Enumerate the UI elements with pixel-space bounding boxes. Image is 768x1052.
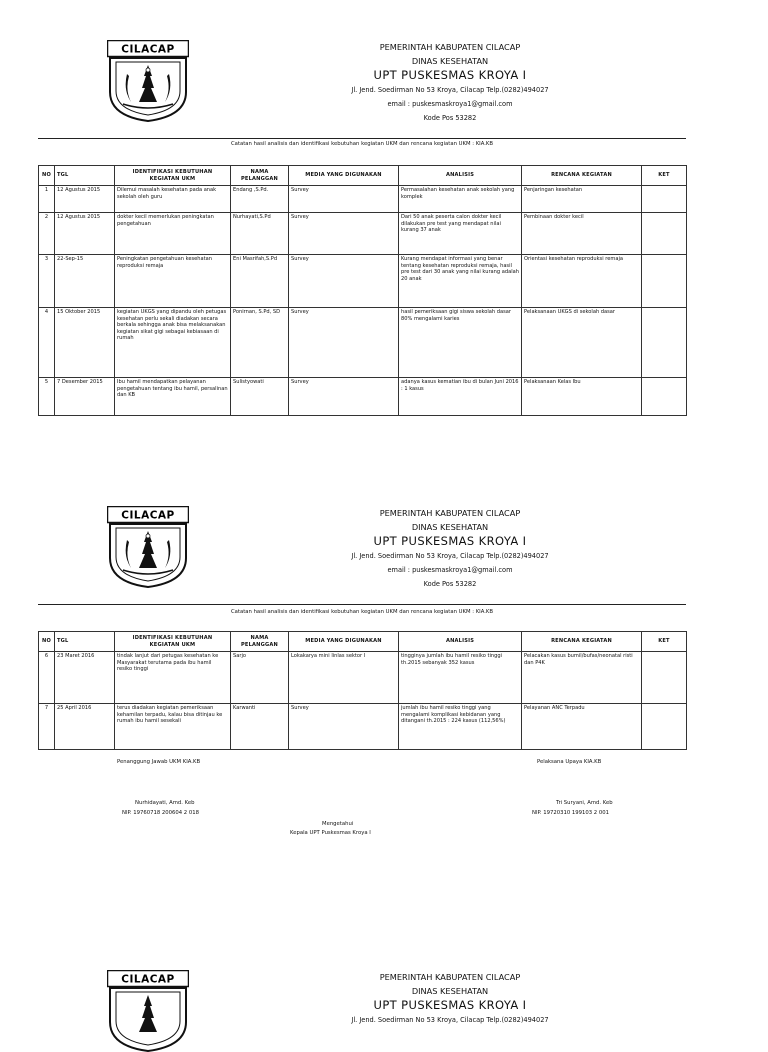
col-pelanggan: NAMA PELANGGAN (231, 166, 289, 186)
table-caption: Catatan hasil analisis dan identifikasi kebutuhan kegiatan UKM dan rencana kegiatan UKM : KIA.KB (230, 141, 494, 147)
cilacap-logo (107, 40, 189, 122)
letterhead (250, 970, 650, 1027)
col-media: MEDIA YANG DIGUNAKAN (289, 166, 399, 186)
table-row: 1 12 Agustus 2015 Dilemui masalah kesehatan pada anak sekolah oleh guru Endang ,S.Pd. Survey Permasalahan kesehatan anak sekolah yang komplek Penjaringan kesehatan (39, 186, 687, 213)
header-email: email : puskesmaskroya1@gmail.com (387, 566, 513, 574)
col-ket: KET (642, 166, 687, 186)
header-line-2: DINAS KESEHATAN (411, 986, 489, 996)
table-header-row (39, 632, 687, 652)
right-signatory-nip: NIP. 19720310 199103 2 001 (532, 810, 609, 816)
table-row: 4 15 Oktober 2015 kegiatan UKGS yang dipandu oleh petugas kesehatan perlu sekali diadakan secara berkala sehingga anak bisa melaksanakan kegiatan sikat gigi sebagai kebiasaan di rumah Ponirnan, S.Pd, SD Survey hasil pemeriksaan gigi siswa sekolah dasar 80% mengalami karies Pelaksanaan UKGS di sekolah dasar (39, 308, 687, 378)
acknowledge-title: Kepala UPT Puskesmas Kroya I (290, 830, 371, 836)
header-line-3: UPT PUSKESMAS KROYA I (373, 534, 527, 548)
header-address: Jl. Jend. Soedirman No 53 Kroya, Cilacap Telp.(0282)494027 (351, 1016, 549, 1024)
col-pelanggan: NAMA PELANGGAN (231, 632, 289, 652)
col-rencana: RENCANA KEGIATAN (522, 632, 642, 652)
header-address: Jl. Jend. Soedirman No 53 Kroya, Cilacap Telp.(0282)494027 (351, 552, 549, 560)
header-postcode: Kode Pos 53282 (423, 580, 477, 588)
col-analisis: ANALISIS (399, 166, 522, 186)
col-identifikasi: IDENTIFIKASI KEBUTUHAN KEGIATAN UKM (115, 166, 231, 186)
table-row: 6 23 Maret 2016 tindak lanjut dari petugas kesehatan ke Masyarakat terutama pada ibu hamil resiko tinggi Sarjo Lokakarya mini linlas sektor I tingginya jumlah ibu hamil resiko tinggi th.2015 sebanyak 352 kasus Pelacakan kasus bumil/bufas/neonatal risti dan P4K (39, 652, 687, 704)
table-row: 5 7 Desember 2015 Ibu hamil mendapatkan pelayanan pengetahuan tentang ibu hamil, persalinan dan KB Sulistyowati Survey adanya kasus kematian ibu di bulan Juni 2016 : 1 kasus Pelaksanaan Kelas Ibu (39, 378, 687, 416)
svg-text:CILACAP: CILACAP (121, 43, 175, 56)
col-no: NO (39, 632, 55, 652)
left-signatory-name: Nurhidayati, Amd. Keb (135, 800, 195, 806)
svg-text:CILACAP: CILACAP (121, 973, 175, 986)
col-tgl: TGL (55, 166, 115, 186)
col-rencana: RENCANA KEGIATAN (522, 166, 642, 186)
svg-text:CILACAP: CILACAP (121, 509, 175, 522)
cilacap-logo (107, 970, 189, 1052)
header-line-1: PEMERINTAH KABUPATEN CILACAP (379, 508, 521, 518)
header-line-2: DINAS KESEHATAN (411, 56, 489, 66)
col-identifikasi: IDENTIFIKASI KEBUTUHAN KEGIATAN UKM (115, 632, 231, 652)
analysis-table-1 (38, 165, 687, 416)
divider (38, 604, 686, 605)
header-line-3: UPT PUSKESMAS KROYA I (373, 68, 527, 82)
right-signature-title: Pelaksana Upaya KIA.KB (537, 759, 602, 765)
acknowledge-label: Mengetahui (322, 821, 354, 827)
analysis-table-2 (38, 631, 687, 750)
header-line-3: UPT PUSKESMAS KROYA I (373, 998, 527, 1012)
header-line-1: PEMERINTAH KABUPATEN CILACAP (379, 972, 521, 982)
col-media: MEDIA YANG DIGUNAKAN (289, 632, 399, 652)
divider (38, 138, 686, 139)
col-analisis: ANALISIS (399, 632, 522, 652)
table-caption: Catatan hasil analisis dan identifikasi kebutuhan kegiatan UKM dan rencana kegiatan UKM : KIA.KB (230, 609, 494, 615)
col-no: NO (39, 166, 55, 186)
col-ket: KET (642, 632, 687, 652)
left-signature-title: Penanggung Jawab UKM KIA.KB (117, 759, 201, 765)
cilacap-logo (107, 506, 189, 588)
table-row: 3 22-Sep-15 Peningkatan pengetahuan kesehatan reproduksi remaja Eni Masrifah,S.Pd Survey Kurang mendapat informasi yang benar tentang kesehatan reproduksi remaja, hasil pre test dari 30 anak yang nilai kurang adalah 20 anak Orientasi kesehatan reproduksi remaja (39, 255, 687, 308)
header-postcode: Kode Pos 53282 (423, 114, 477, 122)
table-header-row (39, 166, 687, 186)
left-signatory-nip: NIP. 19760718 200604 2 018 (122, 810, 199, 816)
header-line-1: PEMERINTAH KABUPATEN CILACAP (379, 42, 521, 52)
col-tgl: TGL (55, 632, 115, 652)
table-row: 2 12 Agustus 2015 dokter kecil memerlukan peningkatan pengetahuan Nurhayati,S.Pd Survey Dari 50 anak peserta calon dokter kecil dilakukan pre test yang mendapat nilai kurang 37 anak Pembinaan dokter kecil (39, 213, 687, 255)
header-line-2: DINAS KESEHATAN (411, 522, 489, 532)
header-email: email : puskesmaskroya1@gmail.com (387, 100, 513, 108)
letterhead (250, 40, 650, 125)
table-row: 7 25 April 2016 terus diadakan kegiatan pemeriksaan kehamilan terpadu, kalau bisa ditinjau ke rumah ibu hamil sesekali Karwanti Survey jumlah ibu hamil resiko tinggi yang mengalami komplikasi kebidanan yang ditangani th.2015 : 224 kasus (112,56%) Pelayanan ANC Terpadu (39, 704, 687, 750)
letterhead (250, 506, 650, 591)
header-address: Jl. Jend. Soedirman No 53 Kroya, Cilacap Telp.(0282)494027 (351, 86, 549, 94)
right-signatory-name: Tri Suryani, Amd. Keb (556, 800, 613, 806)
